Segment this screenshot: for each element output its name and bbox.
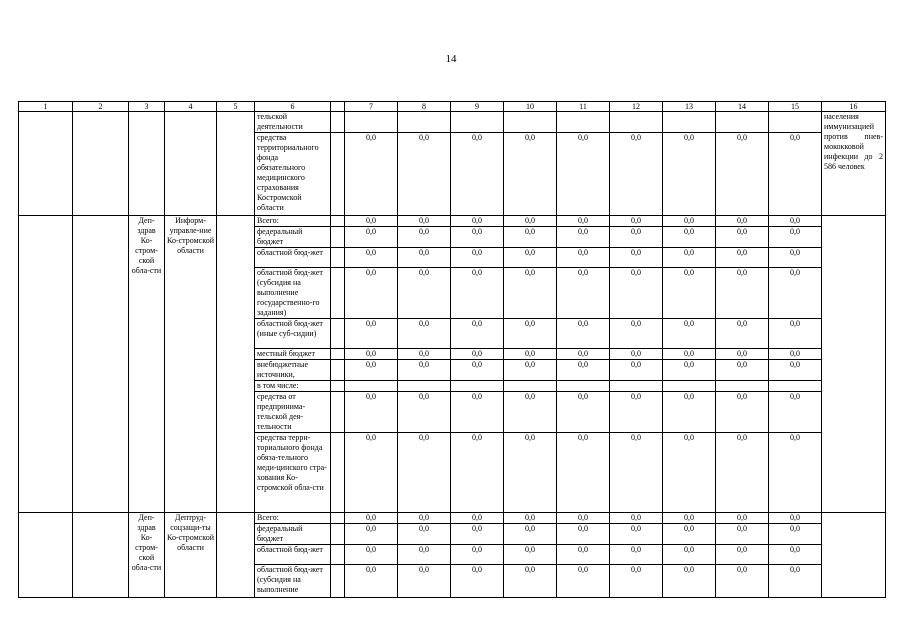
value-cell: 0,0 (769, 360, 822, 381)
source-label: федеральный бюджет (255, 524, 331, 545)
empty-cell (331, 268, 345, 319)
value-cell: 0,0 (451, 545, 504, 565)
empty-cell (451, 112, 504, 133)
empty-cell (19, 216, 73, 513)
value-cell: 0,0 (769, 248, 822, 268)
value-cell: 0,0 (398, 227, 451, 248)
value-cell: 0,0 (716, 360, 769, 381)
value-cell: 0,0 (663, 392, 716, 433)
value-cell: 0,0 (769, 227, 822, 248)
value-cell: 0,0 (663, 227, 716, 248)
value-cell: 0,0 (769, 565, 822, 598)
value-cell: 0,0 (504, 319, 557, 349)
empty-cell (217, 112, 255, 216)
header-cell: 6 (255, 102, 331, 112)
empty-cell (331, 248, 345, 268)
value-cell (769, 381, 822, 392)
header-cell: 15 (769, 102, 822, 112)
value-cell: 0,0 (716, 392, 769, 433)
header-cell: 8 (398, 102, 451, 112)
empty-cell (504, 112, 557, 133)
value-cell: 0,0 (504, 360, 557, 381)
empty-cell (345, 112, 398, 133)
value-cell: 0,0 (398, 392, 451, 433)
value-cell: 0,0 (504, 433, 557, 513)
value-cell: 0,0 (663, 248, 716, 268)
empty-cell (331, 133, 345, 216)
participant-cell: Информ-управле-ние Ко-стромской области (165, 216, 217, 513)
value-cell: 0,0 (451, 360, 504, 381)
header-cell: 14 (716, 102, 769, 112)
value-cell: 0,0 (610, 565, 663, 598)
value-cell: 0,0 (504, 133, 557, 216)
value-cell: 0,0 (610, 319, 663, 349)
value-cell: 0,0 (345, 360, 398, 381)
value-cell: 0,0 (398, 216, 451, 227)
value-cell: 0,0 (769, 349, 822, 360)
value-cell: 0,0 (769, 545, 822, 565)
header-cell: 5 (217, 102, 255, 112)
source-label: областной бюд-жет (иные суб-сидии) (255, 319, 331, 349)
empty-cell (331, 360, 345, 381)
value-cell: 0,0 (610, 360, 663, 381)
value-cell: 0,0 (610, 524, 663, 545)
header-cell: 12 (610, 102, 663, 112)
empty-cell (557, 112, 610, 133)
header-cell: 4 (165, 102, 217, 112)
header-cell: 7 (345, 102, 398, 112)
value-cell: 0,0 (663, 216, 716, 227)
empty-cell (19, 513, 73, 598)
empty-cell (129, 112, 165, 216)
value-cell: 0,0 (345, 216, 398, 227)
value-cell: 0,0 (716, 248, 769, 268)
value-cell: 0,0 (451, 319, 504, 349)
value-cell: 0,0 (610, 248, 663, 268)
value-cell: 0,0 (769, 433, 822, 513)
value-cell: 0,0 (663, 360, 716, 381)
value-cell (716, 381, 769, 392)
value-cell: 0,0 (610, 216, 663, 227)
source-label: в том числе: (255, 381, 331, 392)
value-cell: 0,0 (663, 524, 716, 545)
value-cell: 0,0 (663, 545, 716, 565)
value-cell: 0,0 (663, 349, 716, 360)
empty-cell (331, 112, 345, 133)
value-cell: 0,0 (345, 513, 398, 524)
value-cell: 0,0 (557, 216, 610, 227)
value-cell: 0,0 (398, 349, 451, 360)
source-label: Всего: (255, 513, 331, 524)
value-cell: 0,0 (716, 216, 769, 227)
value-cell: 0,0 (504, 392, 557, 433)
source-label: областной бюд-жет (255, 248, 331, 268)
value-cell: 0,0 (451, 227, 504, 248)
executor-cell: Деп-здрав Ко-стром-ской обла-сти (129, 216, 165, 513)
empty-cell (73, 216, 129, 513)
value-cell: 0,0 (345, 565, 398, 598)
empty-cell (769, 112, 822, 133)
value-cell: 0,0 (557, 319, 610, 349)
value-cell: 0,0 (663, 133, 716, 216)
value-cell: 0,0 (557, 360, 610, 381)
value-cell: 0,0 (716, 133, 769, 216)
value-cell: 0,0 (769, 392, 822, 433)
value-cell: 0,0 (345, 392, 398, 433)
value-cell: 0,0 (716, 513, 769, 524)
source-label: областной бюд-жет (255, 545, 331, 565)
empty-cell (663, 112, 716, 133)
value-cell: 0,0 (769, 513, 822, 524)
value-cell: 0,0 (557, 268, 610, 319)
value-cell: 0,0 (451, 565, 504, 598)
page-number: 14 (445, 53, 457, 65)
header-cell: 2 (73, 102, 129, 112)
value-cell: 0,0 (398, 248, 451, 268)
table-body (19, 102, 886, 598)
value-cell: 0,0 (451, 524, 504, 545)
value-cell: 0,0 (451, 133, 504, 216)
value-cell (557, 381, 610, 392)
empty-cell (331, 565, 345, 598)
header-cell: 11 (557, 102, 610, 112)
value-cell: 0,0 (769, 319, 822, 349)
value-cell: 0,0 (398, 565, 451, 598)
value-cell: 0,0 (769, 268, 822, 319)
empty-cell (217, 513, 255, 598)
value-cell: 0,0 (504, 513, 557, 524)
empty-cell (716, 112, 769, 133)
value-cell: 0,0 (504, 545, 557, 565)
value-cell: 0,0 (557, 133, 610, 216)
value-cell: 0,0 (716, 565, 769, 598)
value-cell: 0,0 (504, 524, 557, 545)
value-cell: 0,0 (398, 545, 451, 565)
empty-cell (331, 524, 345, 545)
empty-cell (331, 433, 345, 513)
value-cell: 0,0 (345, 545, 398, 565)
value-cell: 0,0 (769, 524, 822, 545)
value-cell: 0,0 (716, 227, 769, 248)
value-cell: 0,0 (557, 248, 610, 268)
value-cell: 0,0 (504, 565, 557, 598)
value-cell: 0,0 (345, 349, 398, 360)
empty-cell (610, 112, 663, 133)
executor-cell: Деп-здрав Ко-стром-ской обла-сти (129, 513, 165, 598)
participant-cell: Дептруд-соцзащи-ты Ко-стромской области (165, 513, 217, 598)
budget-table (18, 101, 886, 598)
value-cell: 0,0 (557, 227, 610, 248)
header-cell: 16 (822, 102, 886, 112)
empty-cell (331, 381, 345, 392)
value-cell (504, 381, 557, 392)
value-cell: 0,0 (451, 392, 504, 433)
value-cell: 0,0 (398, 524, 451, 545)
header-row (19, 102, 886, 112)
table-row (19, 216, 886, 227)
value-cell: 0,0 (557, 513, 610, 524)
value-cell: 0,0 (451, 513, 504, 524)
value-cell: 0,0 (345, 227, 398, 248)
value-cell: 0,0 (345, 248, 398, 268)
table-row (19, 513, 886, 524)
value-cell: 0,0 (504, 268, 557, 319)
value-cell: 0,0 (451, 349, 504, 360)
empty-cell (19, 112, 73, 216)
header-cell: 13 (663, 102, 716, 112)
value-cell: 0,0 (398, 360, 451, 381)
value-cell: 0,0 (716, 268, 769, 319)
empty-cell (822, 513, 886, 598)
value-cell: 0,0 (716, 524, 769, 545)
value-cell: 0,0 (610, 513, 663, 524)
source-label: внебюджетные источники, (255, 360, 331, 381)
empty-cell (331, 319, 345, 349)
source-label: тельской деятельности (255, 112, 331, 133)
value-cell: 0,0 (610, 268, 663, 319)
value-cell: 0,0 (398, 319, 451, 349)
value-cell: 0,0 (504, 349, 557, 360)
table-row (19, 112, 886, 133)
empty-cell (822, 216, 886, 513)
value-cell: 0,0 (769, 133, 822, 216)
value-cell: 0,0 (716, 545, 769, 565)
value-cell: 0,0 (451, 248, 504, 268)
value-cell: 0,0 (345, 319, 398, 349)
value-cell: 0,0 (398, 268, 451, 319)
empty-cell (331, 227, 345, 248)
value-cell: 0,0 (504, 216, 557, 227)
value-cell: 0,0 (345, 433, 398, 513)
value-cell: 0,0 (716, 349, 769, 360)
value-cell: 0,0 (610, 545, 663, 565)
value-cell (663, 381, 716, 392)
value-cell (610, 381, 663, 392)
empty-cell (331, 545, 345, 565)
value-cell: 0,0 (398, 513, 451, 524)
source-label: средства территориального фонда обязательного медицинского страхования Костромской области (255, 133, 331, 216)
header-cell (331, 102, 345, 112)
empty-cell (217, 216, 255, 513)
value-cell: 0,0 (663, 513, 716, 524)
value-cell: 0,0 (557, 524, 610, 545)
source-label: областной бюд-жет (субсидия на выполнение государственно-го задания) (255, 268, 331, 319)
source-label: федеральный бюджет (255, 227, 331, 248)
value-cell: 0,0 (557, 433, 610, 513)
value-cell: 0,0 (398, 433, 451, 513)
value-cell: 0,0 (557, 565, 610, 598)
empty-cell (331, 392, 345, 433)
value-cell: 0,0 (663, 319, 716, 349)
empty-cell (331, 216, 345, 227)
empty-cell (331, 513, 345, 524)
header-cell: 1 (19, 102, 73, 112)
header-cell: 9 (451, 102, 504, 112)
value-cell: 0,0 (557, 392, 610, 433)
empty-cell (398, 112, 451, 133)
value-cell: 0,0 (716, 319, 769, 349)
source-label: средства от предпринима-тельской дея-тельности (255, 392, 331, 433)
value-cell: 0,0 (345, 133, 398, 216)
value-cell: 0,0 (557, 349, 610, 360)
empty-cell (73, 513, 129, 598)
value-cell: 0,0 (663, 433, 716, 513)
empty-cell (331, 349, 345, 360)
value-cell (345, 381, 398, 392)
empty-cell (73, 112, 129, 216)
value-cell: 0,0 (345, 524, 398, 545)
value-cell: 0,0 (663, 565, 716, 598)
value-cell: 0,0 (610, 349, 663, 360)
value-cell: 0,0 (504, 248, 557, 268)
value-cell: 0,0 (610, 392, 663, 433)
value-cell: 0,0 (557, 545, 610, 565)
value-cell: 0,0 (769, 216, 822, 227)
value-cell: 0,0 (504, 227, 557, 248)
value-cell: 0,0 (345, 268, 398, 319)
source-label: Всего: (255, 216, 331, 227)
value-cell: 0,0 (610, 227, 663, 248)
value-cell: 0,0 (610, 133, 663, 216)
empty-cell (165, 112, 217, 216)
value-cell: 0,0 (398, 133, 451, 216)
value-cell: 0,0 (451, 433, 504, 513)
value-cell (451, 381, 504, 392)
value-cell: 0,0 (663, 268, 716, 319)
header-cell: 3 (129, 102, 165, 112)
value-cell: 0,0 (610, 433, 663, 513)
value-cell: 0,0 (451, 216, 504, 227)
source-label: средства терри-ториального фонда обяза-тельного меди-цинского стра-хования Ко-стромской обла-сти (255, 433, 331, 513)
value-cell: 0,0 (451, 268, 504, 319)
source-label: местный бюджет (255, 349, 331, 360)
header-cell: 10 (504, 102, 557, 112)
value-cell: 0,0 (716, 433, 769, 513)
value-cell (398, 381, 451, 392)
result-description: населения иммунизацией против пнев-мококковой инфекции до 2 586 человек (822, 112, 886, 216)
source-label: областной бюд-жет (субсидия на выполнение (255, 565, 331, 598)
